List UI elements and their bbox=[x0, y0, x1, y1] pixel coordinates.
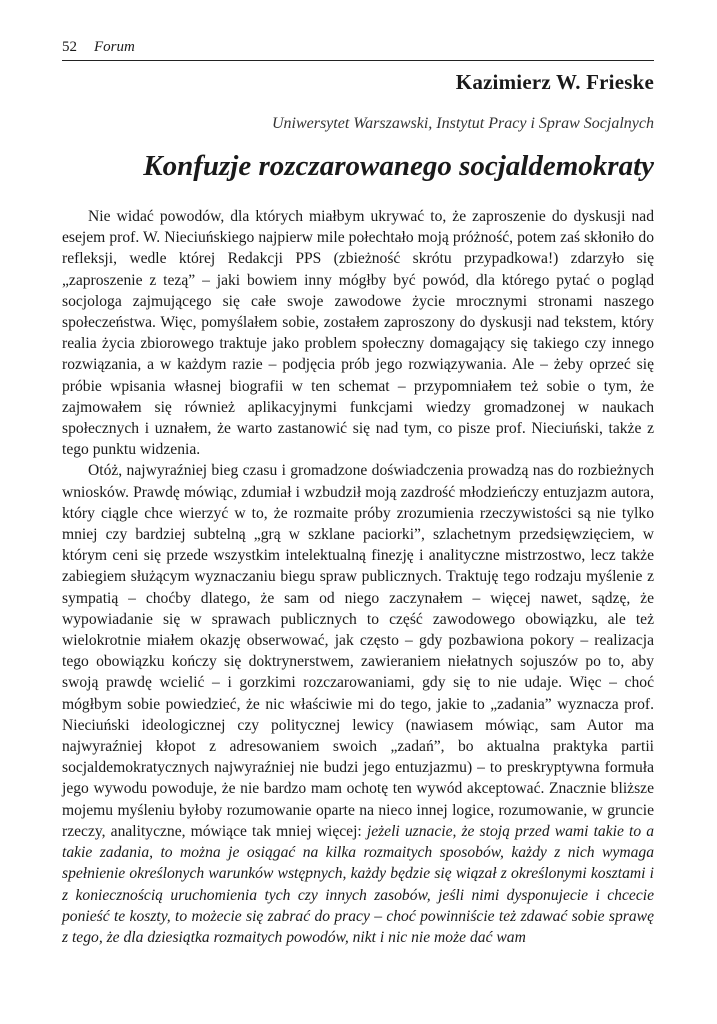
running-header bbox=[62, 38, 652, 56]
paragraph-2-italic: jeżeli uznacie, że stoją przed wami takie to a takie zadania, to można je osiągać na kilka rozmaitych sposobów, każdy z nich wymaga spełnienie określonych warunków wstępnych, każdy będzie się wiązał z określonymi kosztami i z koniecznością uruchomienia tych czy innych zasobów, jeśli nimi dysponujecie i chcecie ponieść te koszty, to możecie się zabrać do pracy – choć powinniście też zdawać sobie sprawę z tego, że dla dziesiątka rozmaitych powodów, nikt i nic nie może dać wam bbox=[62, 822, 654, 946]
author-affiliation: Uniwersytet Warszawski, Instytut Pracy i Spraw Socjalnych bbox=[271, 115, 654, 132]
author-name: Kazimierz W. Frieske bbox=[455, 70, 654, 94]
section-name: Forum bbox=[94, 39, 135, 55]
article-body bbox=[62, 206, 654, 948]
paragraph-1: Nie widać powodów, dla których miałbym ukrywać to, że zaproszenie do dyskusji nad esejem prof. W. Nieciuńskiego najpierw mile połechtało moją próżność, potem zaś skłoniło do refleksji, wedle której Redakcji PPS (zbieżność skrótu przypadkowa!) zdarzyło się „zaproszenie z tezą” – jaki bowiem inny mógłby być powód, dla którego pytać o pogląd socjologa zajmującego się całe swoje zawodowe życie mrocznymi stronami naszego społeczeństwa. Więc, pomyślałem sobie, zostałem zaproszony do dyskusji nad tekstem, który realia życia zbiorowego traktuje jako problem społeczny domagający się takiego czy innego rozwiązania, a w każdym razie – podjęcia prób jego rozwiązywania. Ale – żeby oprzeć się próbie wpisania własnej biografii w ten schemat – przypomniałem też sobie o tym, że zajmowałem się również aplikacyjnymi funkcjami wiedzy gromadzonej w naukach społecznych i uznałem, że warto zastanowić się nad tym, co pisze prof. Nieciuński, także z tego punktu widzenia. bbox=[62, 208, 654, 459]
header-rule bbox=[62, 60, 654, 61]
paragraph-2-text: Otóż, najwyraźniej bieg czasu i gromadzone doświadczenia prowadzą nas do rozbieżnych wniosków. Prawdę mówiąc, zdumiał i wzbudził moją zazdrość młodzieńczy entuzjazm autora, który ciągle chce wierzyć w to, że rozmaite próby zrozumienia rzeczywistości są nie tylko mniej czy bardziej subtelną „grą w szklane paciorki”, szlachetnym przedsięwzięciem, w którym ceni się przede wszystkim intelektualną finezję i analityczne mistrzostwo, lecz także zabiegiem służącym wyznaczaniu biegu spraw publicznych. Traktuję tego rodzaju myślenie z sympatią – choćby dlatego, że sam od niego zaczynałem – więcej nawet, sądzę, że wypowiadanie się w sprawach publicznych to część zawodowego obowiązku, ale też wielokrotnie miałem okazję obserwować, jak często – gdy pozbawiona pokory – realizacja tego obowiązku kończy się doktrynerstwem, zawieraniem niełatnych sojuszów po to, aby swoją prawdę wcielić – i gorzkimi rozczarowaniami, gdy się to nie udaje. Więc – choć mógłbym sobie powiedzieć, że nic właściwie mi do tego, jakie to „zadania” wyznacza prof. Nieciuński ideologicznej czy politycznej lewicy (nawiasem mówiąc, sam Autor ma najwyraźniej kłopot z adresowaniem swoich „zadań”, bo aktualna praktyka partii socjaldemokratycznych najwyraźniej nie budzi jego entuzjazmu) – to preskryptywna formuła jego wywodu powoduje, że nie bardzo mam ochotę ten wywód akceptować. Znacznie bliższe mojemu myśleniu byłoby rozumowanie oparte na nieco innej logice, rozumowanie, w gruncie rzeczy, analityczne, mówiące tak mniej więcej: bbox=[62, 462, 654, 840]
page-number: 52 bbox=[62, 39, 77, 55]
article-title: Konfuzje rozczarowanego socjaldemokraty bbox=[143, 150, 654, 182]
paragraph-2 bbox=[62, 460, 654, 948]
